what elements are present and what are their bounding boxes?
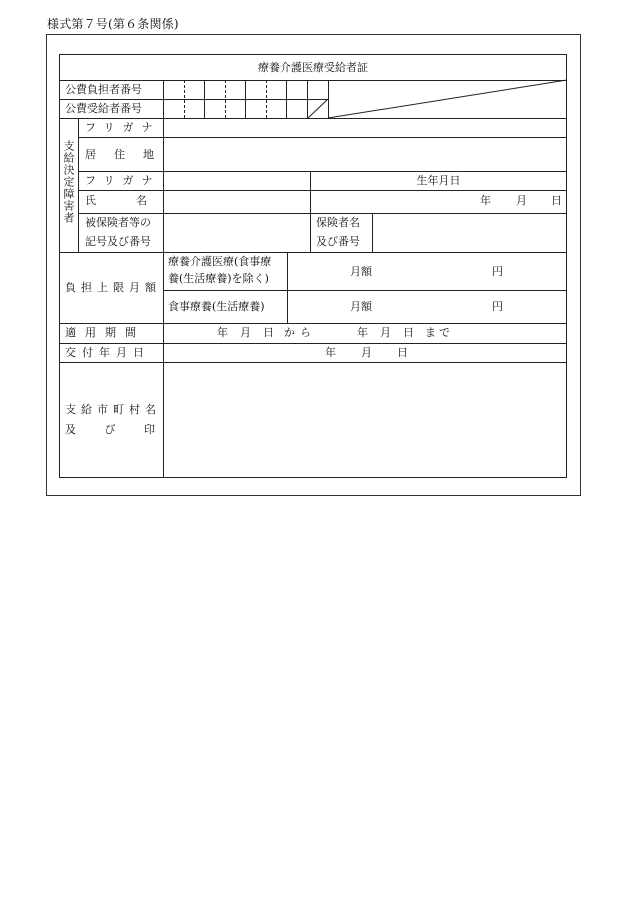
payer-number-text: 公費負担者番号 bbox=[65, 83, 142, 96]
period-to-marker: まで bbox=[425, 326, 453, 339]
form-title: 療養介護医療受給者証 bbox=[258, 61, 368, 74]
insurer-label-line2: 及び番号 bbox=[316, 235, 360, 248]
municipality-label-line1: 支給市町村名 bbox=[65, 403, 161, 416]
yen-label-2: 円 bbox=[492, 300, 503, 313]
form-caption: 様式第７号(第６条関係) bbox=[47, 17, 179, 31]
period-from-day: 日 bbox=[263, 326, 274, 339]
issue-day-marker: 日 bbox=[397, 346, 408, 359]
address-label: 居住地 bbox=[85, 148, 172, 161]
period-from-month: 月 bbox=[240, 326, 251, 339]
name-label: 氏名 bbox=[85, 194, 187, 207]
insurer-label-line1: 保険者名 bbox=[316, 216, 360, 229]
period-to-day: 日 bbox=[403, 326, 414, 339]
monthly-label-1: 月額 bbox=[350, 265, 372, 278]
issue-month-marker: 月 bbox=[361, 346, 372, 359]
municipality-label-part-b: び bbox=[104, 423, 116, 436]
municipality-label-part-c: 印 bbox=[144, 423, 155, 436]
furigana-label-1: フリガナ bbox=[85, 121, 161, 134]
birthdate-label: 生年月日 bbox=[416, 174, 461, 187]
limit-row2-label: 食事療養(生活療養) bbox=[168, 300, 265, 313]
period-to-year: 年 bbox=[357, 326, 368, 339]
period-from-year: 年 bbox=[217, 326, 228, 339]
birth-month-marker: 月 bbox=[516, 194, 527, 207]
issue-date-label: 交付年月日 bbox=[65, 346, 150, 359]
issue-year-marker: 年 bbox=[325, 346, 336, 359]
monthly-label-2: 月額 bbox=[350, 300, 372, 313]
period-label: 適用期間 bbox=[65, 326, 145, 339]
recipient-section-label: 支給決定障害者 bbox=[62, 140, 75, 224]
limit-label: 負担上限月額 bbox=[65, 281, 161, 294]
period-to-month: 月 bbox=[380, 326, 391, 339]
insured-label-line1: 被保険者等の bbox=[85, 216, 151, 229]
birth-year-marker: 年 bbox=[480, 194, 491, 207]
birth-day-marker: 日 bbox=[551, 194, 562, 207]
municipality-label-part-a: 及 bbox=[65, 423, 76, 436]
payer-number-label bbox=[65, 83, 159, 97]
recipient-number-label bbox=[65, 102, 159, 116]
furigana-label-2: フリガナ bbox=[85, 174, 161, 187]
form-grid bbox=[59, 54, 567, 478]
municipality-label-line2 bbox=[65, 423, 155, 437]
recipient-number-text: 公費受給者番号 bbox=[65, 102, 142, 115]
period-from-marker: から bbox=[284, 326, 316, 339]
limit-row1-line2: 養(生活療養)を除く) bbox=[168, 272, 269, 285]
limit-row1-line1: 療養介護医療(食事療 bbox=[168, 255, 272, 268]
yen-label-1: 円 bbox=[492, 265, 503, 278]
insured-label-line2: 記号及び番号 bbox=[85, 235, 151, 248]
